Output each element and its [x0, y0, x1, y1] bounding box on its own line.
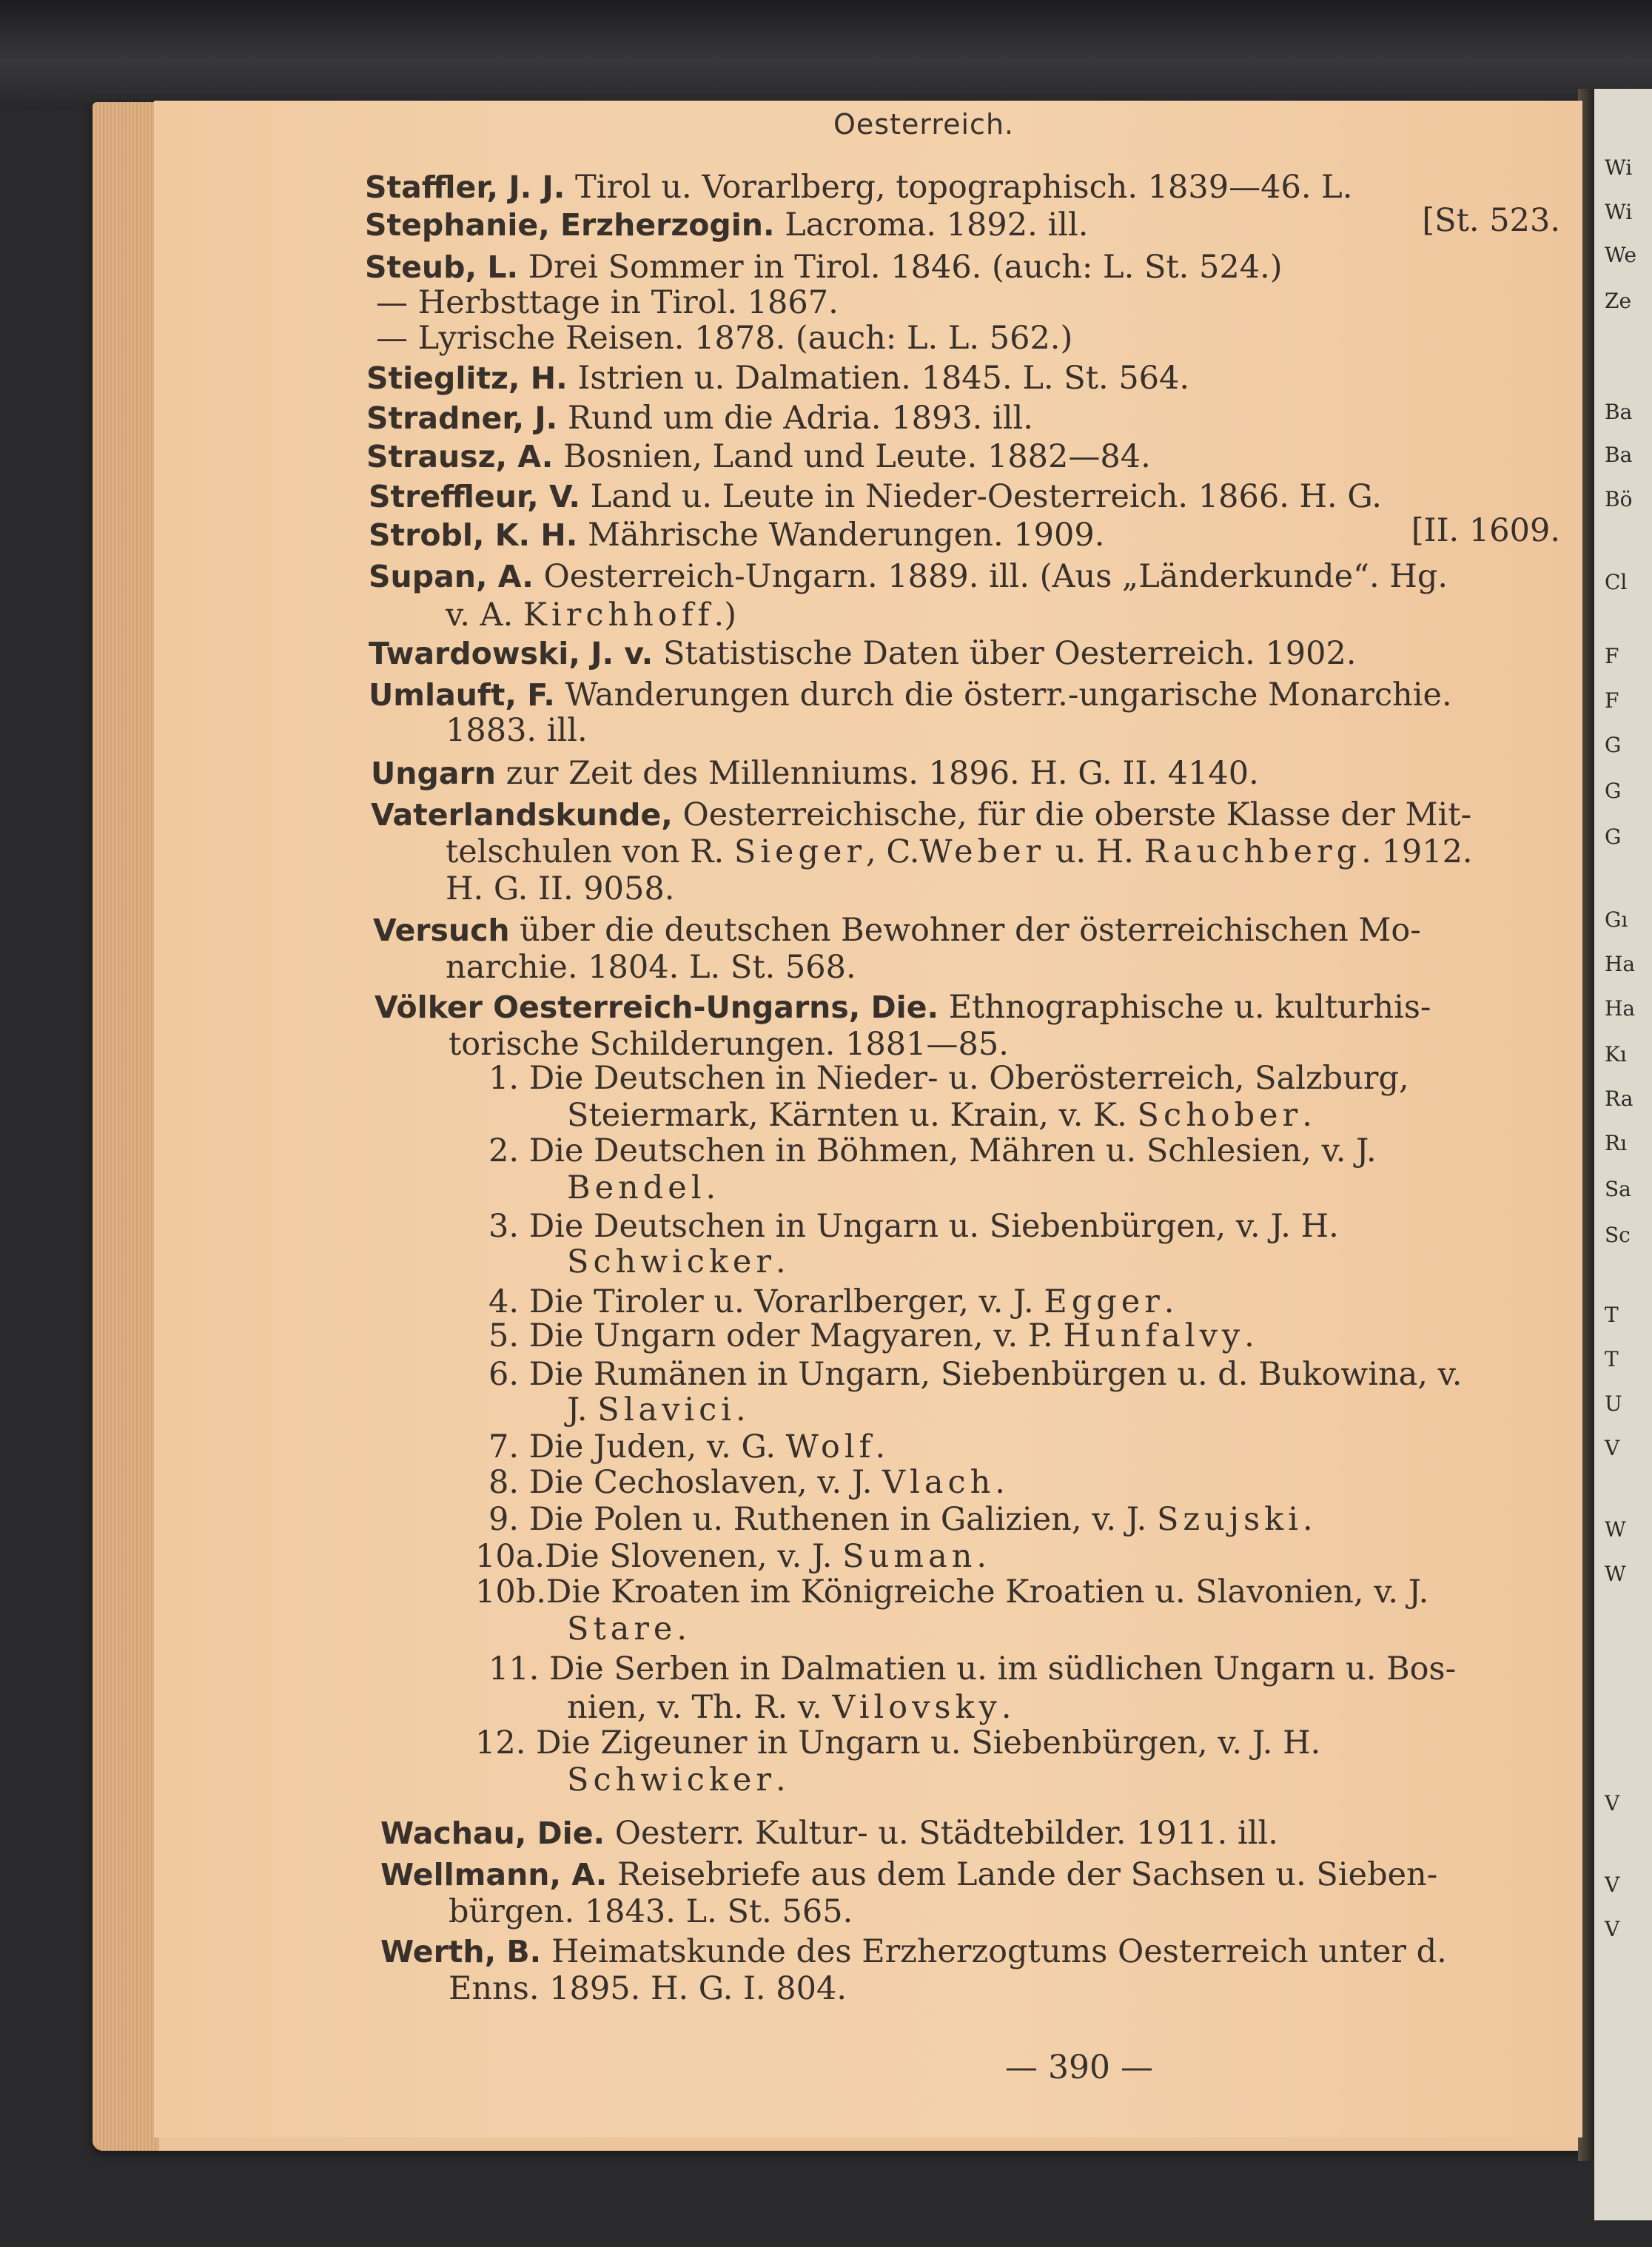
author-name: Vlach — [882, 1464, 995, 1501]
facing-page-fragment: F — [1605, 644, 1619, 668]
entry-text: . — [705, 1169, 716, 1206]
entry-heading: Umlauft, F. — [369, 677, 555, 713]
entry-text: Ethnographische u. kulturhis- — [948, 989, 1431, 1026]
entry-text: Mährische Wanderungen. 1909. — [587, 517, 1105, 554]
author-name: Schwicker — [567, 1761, 776, 1798]
entry-text: . — [1001, 1689, 1012, 1726]
facing-page-fragment: Ra — [1605, 1086, 1633, 1111]
entry-line — [380, 1856, 1437, 1893]
entry-line — [369, 635, 1357, 672]
entry-line — [488, 1132, 1377, 1169]
entry-text: . — [1302, 1501, 1313, 1538]
entry-text: 5. Die Ungarn oder Magyaren, v. P. — [488, 1317, 1053, 1354]
entry-heading: Völker Oesterreich-Ungarns, Die. — [375, 990, 939, 1025]
entry-text: 7. Die Juden, v. G. — [488, 1428, 776, 1465]
entry-line — [475, 1538, 987, 1575]
entry-line — [488, 1428, 885, 1465]
entry-text: 8. Die Cechoslaven, v. J. — [488, 1464, 873, 1501]
entry-text: 9. Die Polen u. Ruthenen in Galizien, v. J. — [488, 1501, 1147, 1538]
entry-line — [567, 1610, 687, 1648]
entry-line — [376, 320, 1072, 357]
entry-text: Drei Sommer in Tirol. 1846. (auch: L. St. 524.) — [528, 249, 1283, 286]
entry-text: — Herbsttage in Tirol. 1867. — [376, 284, 839, 321]
facing-page-fragment: G — [1605, 779, 1622, 803]
entry-line — [375, 989, 1431, 1026]
entry-text: J. — [567, 1391, 588, 1428]
entry-line — [366, 360, 1189, 397]
facing-page-fragment: V — [1605, 1872, 1620, 1897]
entry-text: Reisebriefe aus dem Lande der Sachsen u. Sieben- — [617, 1856, 1438, 1893]
facing-page-fragment: Ze — [1605, 289, 1632, 313]
entry-line — [488, 1060, 1409, 1097]
entry-line — [376, 284, 839, 321]
facing-page-fragment: W — [1605, 1562, 1626, 1586]
book-page — [154, 101, 1582, 2137]
facing-page-fragment: Wi — [1605, 200, 1633, 224]
entry-text: Enns. 1895. H. G. I. 804. — [449, 1970, 847, 2007]
facing-page-fragment: V — [1605, 1917, 1620, 1941]
entry-text: narchie. 1804. L. St. 568. — [446, 949, 856, 986]
entry-line — [567, 1243, 786, 1280]
facing-page-fragment: F — [1605, 688, 1619, 713]
author-name: Suman — [842, 1538, 977, 1575]
facing-page-fragment: U — [1605, 1391, 1622, 1416]
entry-heading: Versuch — [373, 913, 510, 948]
facing-page-fragment: Kı — [1605, 1042, 1627, 1067]
entry-text: u. H. — [1045, 833, 1134, 870]
entry-text: . — [1244, 1317, 1255, 1354]
entry-line — [449, 1893, 853, 1930]
entry-line — [365, 169, 1352, 206]
facing-page-fragment: Sc — [1605, 1223, 1631, 1247]
entry-text: . — [1164, 1283, 1175, 1320]
author-name: Weber — [919, 833, 1046, 870]
entry-text: .) — [713, 597, 736, 634]
entry-line — [369, 676, 1452, 713]
entry-line — [369, 558, 1448, 595]
entry-line — [446, 597, 736, 634]
facing-page-fragment: We — [1605, 243, 1637, 267]
entry-text: 6. Die Rumänen in Ungarn, Siebenbürgen u. d. Bukowina, v. — [488, 1356, 1463, 1393]
entry-text: über die deutschen Bewohner der österreichischen Mo- — [520, 912, 1421, 949]
entry-line — [366, 400, 1033, 437]
facing-page-fragment: Ha — [1605, 996, 1636, 1021]
entry-heading: Stieglitz, H. — [366, 360, 568, 396]
author-name: Kirchhoff — [523, 597, 714, 634]
entry-line — [371, 755, 1259, 792]
entry-line — [446, 870, 674, 907]
entry-text: 4. Die Tiroler u. Vorarlberger, v. J. — [488, 1283, 1034, 1320]
running-head: Oesterreich. — [833, 108, 1015, 141]
entry-heading: Werth, B. — [380, 1934, 542, 1969]
entry-text: 11. Die Serben in Dalmatien u. im südlichen Ungarn u. Bos- — [488, 1650, 1457, 1687]
entry-text: Steiermark, Kärnten u. Krain, v. K. — [567, 1097, 1127, 1134]
author-name: Schober — [1137, 1097, 1303, 1134]
entry-heading: Wellmann, A. — [380, 1857, 608, 1892]
entry-text: Bosnien, Land und Leute. 1882—84. — [563, 438, 1151, 475]
entry-heading: Steub, L. — [365, 249, 519, 285]
entry-line — [446, 833, 1473, 870]
entry-line — [567, 1391, 746, 1428]
facing-page-fragment: V — [1605, 1436, 1620, 1460]
entry-text: . — [875, 1428, 886, 1465]
entry-text: . — [976, 1538, 987, 1575]
entry-line — [488, 1283, 1174, 1320]
entry-text: . — [775, 1761, 786, 1798]
entry-line — [567, 1169, 716, 1206]
entry-line — [371, 796, 1471, 833]
facing-page-fragment: V — [1605, 1791, 1620, 1816]
entry-text: Land u. Leute in Nieder-Oesterreich. 1866. H. G. — [590, 478, 1382, 515]
entry-text: Statistische Daten über Oesterreich. 1902. — [662, 635, 1357, 672]
page-number: — 390 — — [1005, 2049, 1153, 2086]
facing-page-fragment: Gı — [1605, 907, 1628, 932]
entry-text: Heimatskunde des Erzherzogtums Oesterreich unter d. — [551, 1933, 1447, 1970]
entry-heading: Supan, A. — [369, 559, 534, 594]
entry-line — [488, 1356, 1462, 1393]
facing-page-fragment: G — [1605, 824, 1622, 849]
entry-text: . — [735, 1391, 746, 1428]
facing-page-edge — [1594, 89, 1652, 2220]
facing-page-fragment: Ba — [1605, 443, 1633, 467]
entry-text: 2. Die Deutschen in Böhmen, Mähren u. Schlesien, v. J. — [488, 1132, 1377, 1169]
facing-page-fragment: T — [1605, 1347, 1619, 1371]
entry-line — [449, 1026, 1009, 1063]
facing-page-fragment: Rı — [1605, 1131, 1628, 1155]
entry-text: , C. — [866, 833, 920, 870]
entry-line — [475, 1573, 1428, 1610]
entry-line — [567, 1097, 1312, 1134]
facing-page-fragment: Sa — [1605, 1177, 1631, 1201]
author-name: Vilovsky — [832, 1689, 1001, 1726]
entry-ref-right: [II. 1609. — [1411, 512, 1560, 549]
entry-line — [446, 712, 588, 749]
facing-page-fragment: Wi — [1605, 155, 1633, 180]
entry-line — [373, 912, 1421, 949]
author-name: Egger — [1044, 1283, 1164, 1320]
facing-page-fragment: Ba — [1605, 400, 1633, 424]
author-name: Schwicker — [567, 1243, 776, 1280]
entry-line — [567, 1761, 786, 1798]
entry-text: — Lyrische Reisen. 1878. (auch: L. L. 562.) — [376, 320, 1073, 357]
author-name: Stare — [567, 1610, 677, 1648]
facing-page-fragment: Ha — [1605, 952, 1636, 976]
entry-line — [369, 478, 1382, 515]
entry-heading: Vaterlandskunde, — [371, 797, 673, 833]
entry-line — [365, 249, 1283, 286]
facing-page-fragment: T — [1605, 1303, 1619, 1327]
entry-text: . — [676, 1610, 688, 1648]
entry-text: v. A. — [446, 597, 514, 634]
entry-line — [449, 1970, 847, 2007]
entry-text: 10b.Die Kroaten im Königreiche Kroatien u. Slavonien, v. J. — [475, 1573, 1429, 1610]
author-name: Rauchberg — [1144, 833, 1362, 870]
entry-heading: Wachau, Die. — [380, 1816, 605, 1851]
entry-text: nien, v. Th. R. v. — [567, 1689, 822, 1726]
facing-page-fragment: W — [1605, 1517, 1626, 1542]
entry-text: . — [1302, 1097, 1312, 1134]
entry-line — [380, 1933, 1447, 1970]
book-binding — [0, 0, 1652, 111]
entry-text: 1. Die Deutschen in Nieder- u. Oberösterreich, Salzburg, — [488, 1060, 1409, 1097]
entry-text: Rund um die Adria. 1893. ill. — [567, 400, 1033, 437]
facing-page-fragment: Bö — [1605, 487, 1633, 511]
entry-text: 3. Die Deutschen in Ungarn u. Siebenbürgen, v. J. H. — [488, 1208, 1339, 1245]
entry-line — [488, 1317, 1255, 1354]
entry-text: Wanderungen durch die österr.-ungarische Monarchie. — [565, 676, 1452, 713]
entry-heading: Stephanie, Erzherzogin. — [365, 207, 775, 243]
author-name: Bendel — [567, 1169, 706, 1206]
author-name: Sieger — [733, 833, 867, 870]
entry-text: zur Zeit des Millenniums. 1896. H. G. II. 4140. — [506, 755, 1259, 792]
entry-heading: Staffler, J. J. — [365, 169, 565, 205]
entry-text: Tirol u. Vorarlberg, topographisch. 1839—46. L. — [575, 169, 1353, 206]
entry-line — [488, 1208, 1339, 1245]
entry-line — [475, 1724, 1320, 1761]
entry-line — [366, 438, 1151, 475]
entry-heading: Stradner, J. — [366, 400, 558, 436]
entry-heading: Ungarn — [371, 756, 496, 791]
entry-text: . — [775, 1243, 786, 1280]
entry-text: 12. Die Zigeuner in Ungarn u. Siebenbürgen, v. J. H. — [475, 1724, 1321, 1761]
entry-heading: Streffleur, V. — [369, 479, 580, 514]
entry-text: . 1912. — [1361, 833, 1473, 870]
entry-line — [567, 1689, 1012, 1726]
entry-text: Oesterreichische, für die oberste Klasse der Mit- — [682, 796, 1472, 833]
entry-text: Istrien u. Dalmatien. 1845. L. St. 564. — [577, 360, 1190, 397]
author-name: Hunfalvy — [1063, 1317, 1245, 1354]
author-name: Slavici — [597, 1391, 736, 1428]
entry-text: torische Schilderungen. 1881—85. — [449, 1026, 1009, 1063]
entry-heading: Strobl, K. H. — [369, 517, 578, 553]
entry-ref-right: [St. 523. — [1422, 202, 1560, 239]
entry-line — [488, 1501, 1313, 1538]
entry-text: bürgen. 1843. L. St. 565. — [449, 1893, 853, 1930]
entry-line — [488, 1650, 1456, 1687]
entry-text: Lacroma. 1892. ill. — [785, 206, 1089, 243]
entry-line — [446, 949, 856, 986]
entry-text: Oesterr. Kultur- u. Städtebilder. 1911. ill. — [614, 1815, 1278, 1852]
entry-text: 10a.Die Slovenen, v. J. — [475, 1538, 833, 1575]
entry-heading: Strausz, A. — [366, 439, 554, 474]
entry-text: telschulen von R. — [446, 833, 725, 870]
entry-line — [365, 206, 1088, 243]
entry-text: 1883. ill. — [446, 712, 588, 749]
entry-heading: Twardowski, J. v. — [369, 636, 654, 671]
author-name: Wolf — [785, 1428, 876, 1465]
author-name: Szujski — [1156, 1501, 1303, 1538]
entry-text: Oesterreich-Ungarn. 1889. ill. (Aus „Länderkunde“. Hg. — [543, 558, 1448, 595]
entry-text: H. G. II. 9058. — [446, 870, 675, 907]
entry-line — [488, 1464, 1005, 1501]
entry-text: . — [995, 1464, 1005, 1501]
facing-page-fragment: G — [1605, 733, 1622, 757]
entry-line — [380, 1815, 1278, 1852]
entry-line — [369, 517, 1104, 554]
facing-page-fragment: Cl — [1605, 570, 1628, 594]
